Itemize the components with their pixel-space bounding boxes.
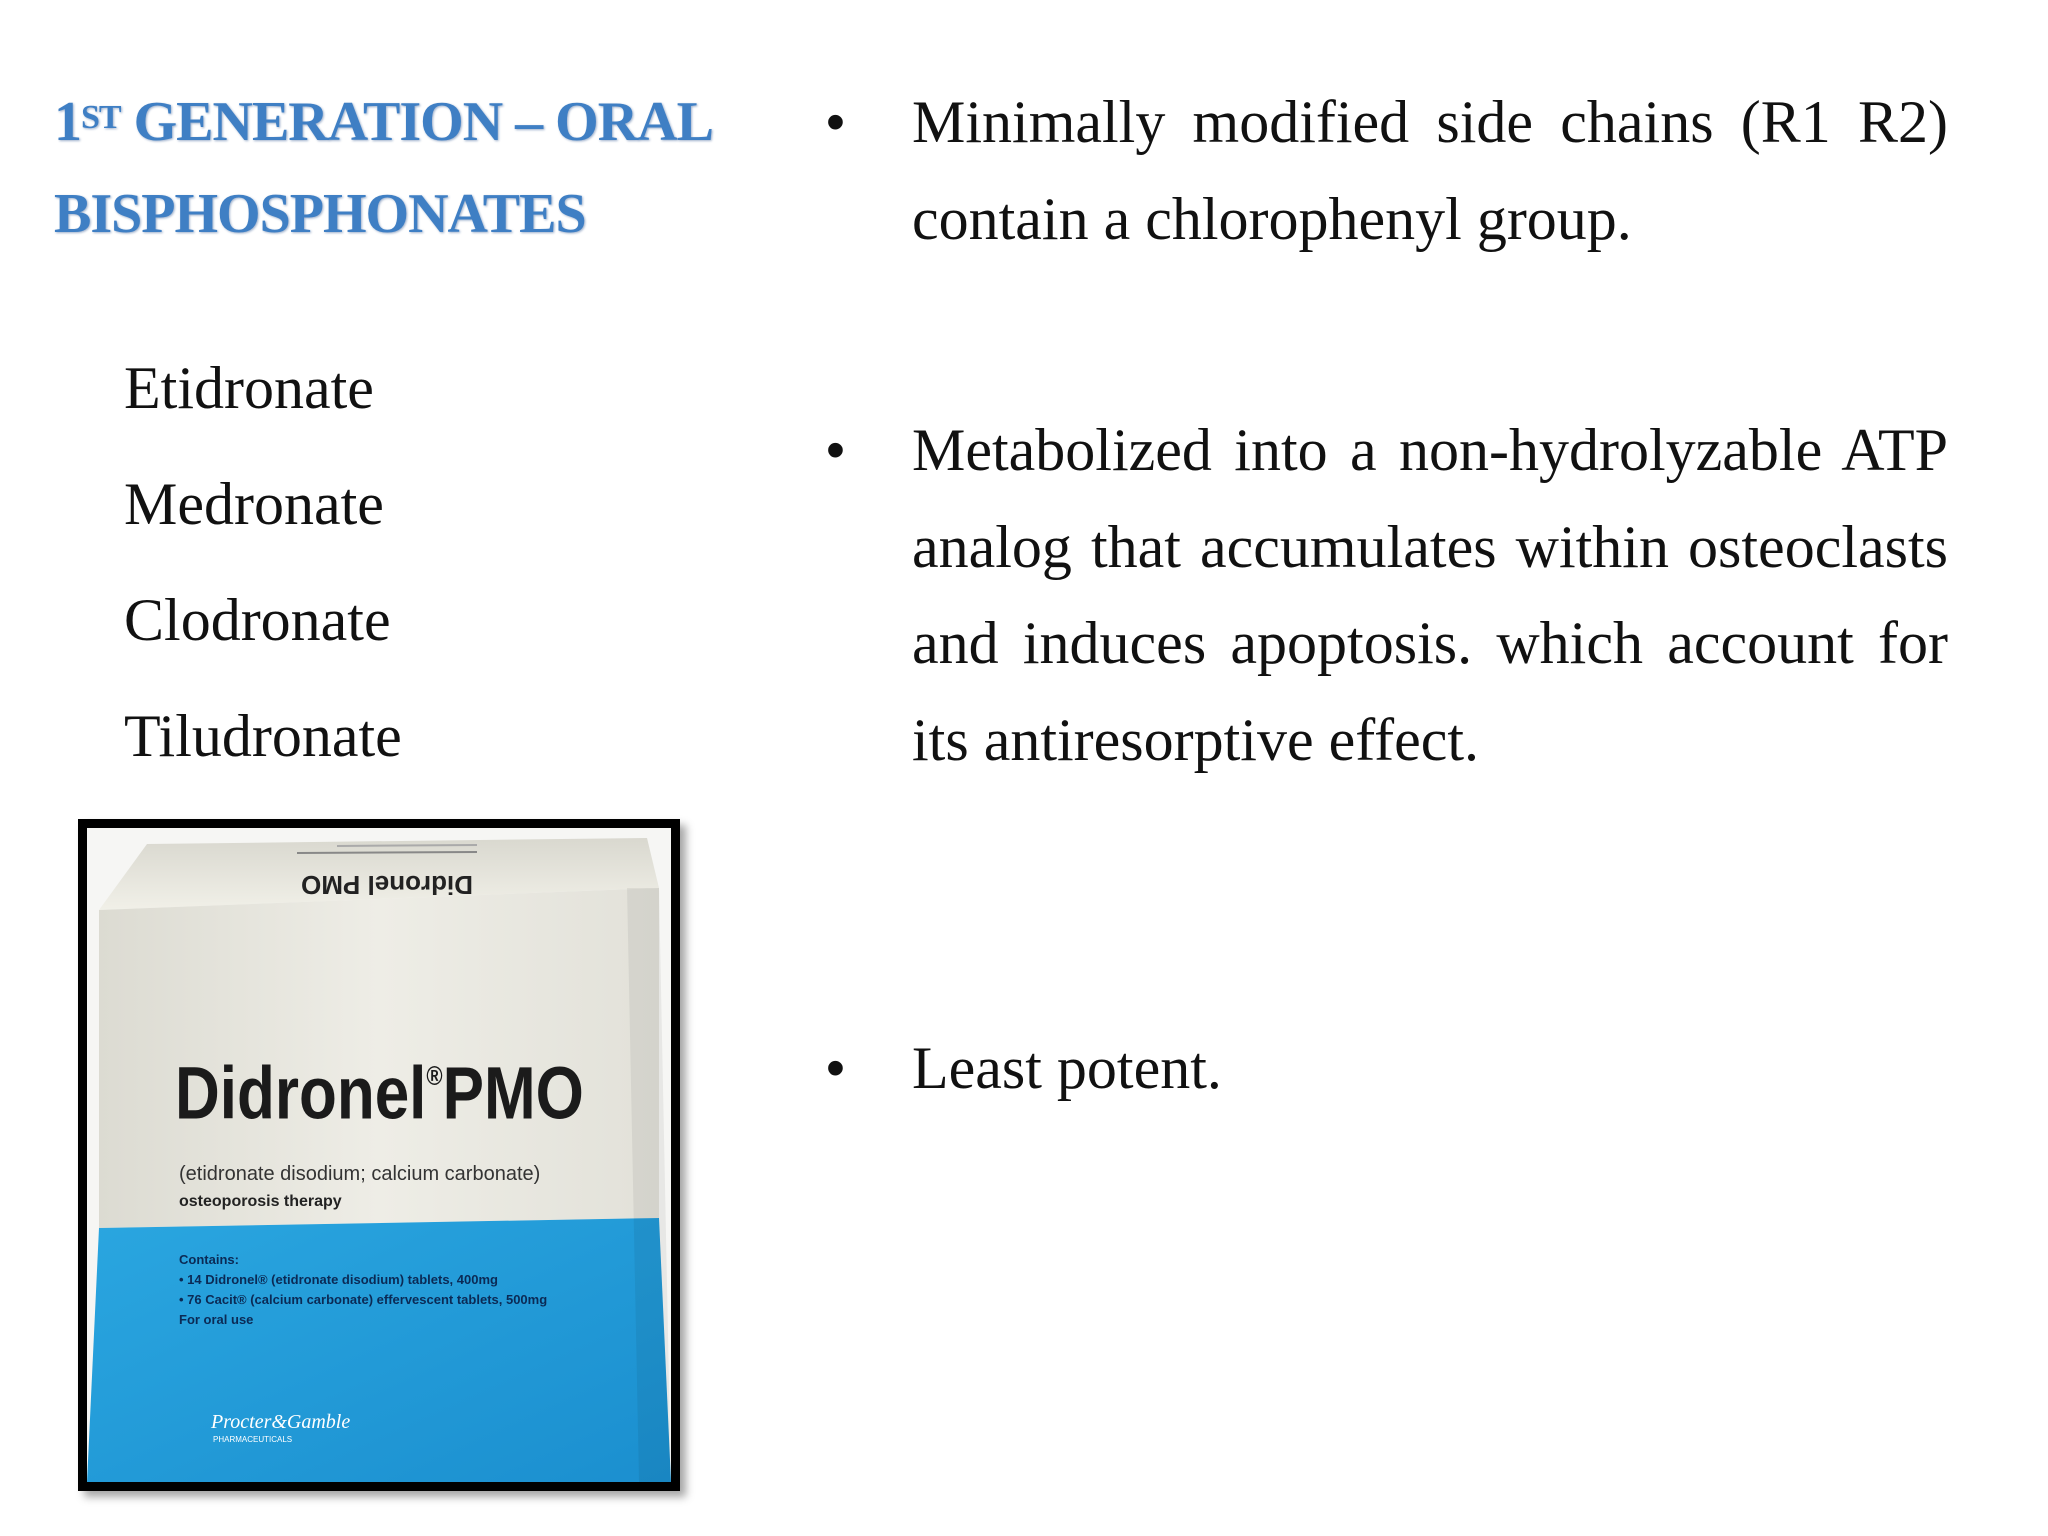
title-line2: BISPHOSPHONATES [54, 183, 586, 245]
box-subtitle: (etidronate disodium; calcium carbonate) [179, 1163, 541, 1185]
didronel-box-illustration [87, 828, 671, 1482]
bullet-text: Least potent. [912, 1035, 1222, 1101]
box-registered: ® [426, 1061, 443, 1092]
box-brand-suffix: PMO [442, 1051, 584, 1135]
box-contains-label: Contains: [179, 1252, 239, 1267]
box-contents-line3: For oral use [179, 1312, 254, 1327]
box-therapy: osteoporosis therapy [179, 1193, 342, 1210]
svg-text:Didronel®PMO [175, 1051, 584, 1135]
box-brand: Didronel [175, 1051, 427, 1135]
bullet-marker: • [826, 420, 845, 480]
bullet-text: Minimally modified side chains (R1 R2) contain a chlorophenyl group. [912, 89, 1948, 252]
slide-title [54, 76, 774, 260]
box-contents-line2: • 76 Cacit® (calcium carbonate) effervescent tablets, 500mg [179, 1292, 548, 1307]
box-manufacturer-sub: PHARMACEUTICALS [213, 1435, 293, 1444]
bullet-marker: • [826, 1038, 845, 1098]
drug-item: Clodronate [124, 587, 391, 653]
bullet-text: Metabolized into a non-hydrolyzable ATP analog that accumulates within osteoclasts and induces apoptosis. which account for its antiresorptive effect. [912, 417, 1948, 773]
drug-item: Etidronate [124, 355, 374, 421]
bullet-marker: • [826, 92, 845, 152]
title-number: 1 [54, 91, 81, 153]
drug-list [124, 330, 402, 794]
box-top-flap-text: Didronel PMO [301, 870, 473, 900]
title-line1: GENERATION – ORAL [120, 91, 713, 153]
box-manufacturer: Procter&Gamble [211, 1411, 351, 1433]
box-contents-line1: • 14 Didronel® (etidronate disodium) tablets, 400mg [179, 1272, 498, 1287]
drug-item: Tiludronate [124, 703, 402, 769]
drug-item: Medronate [124, 471, 384, 537]
title-superscript: ST [81, 99, 121, 136]
product-image [78, 819, 680, 1491]
